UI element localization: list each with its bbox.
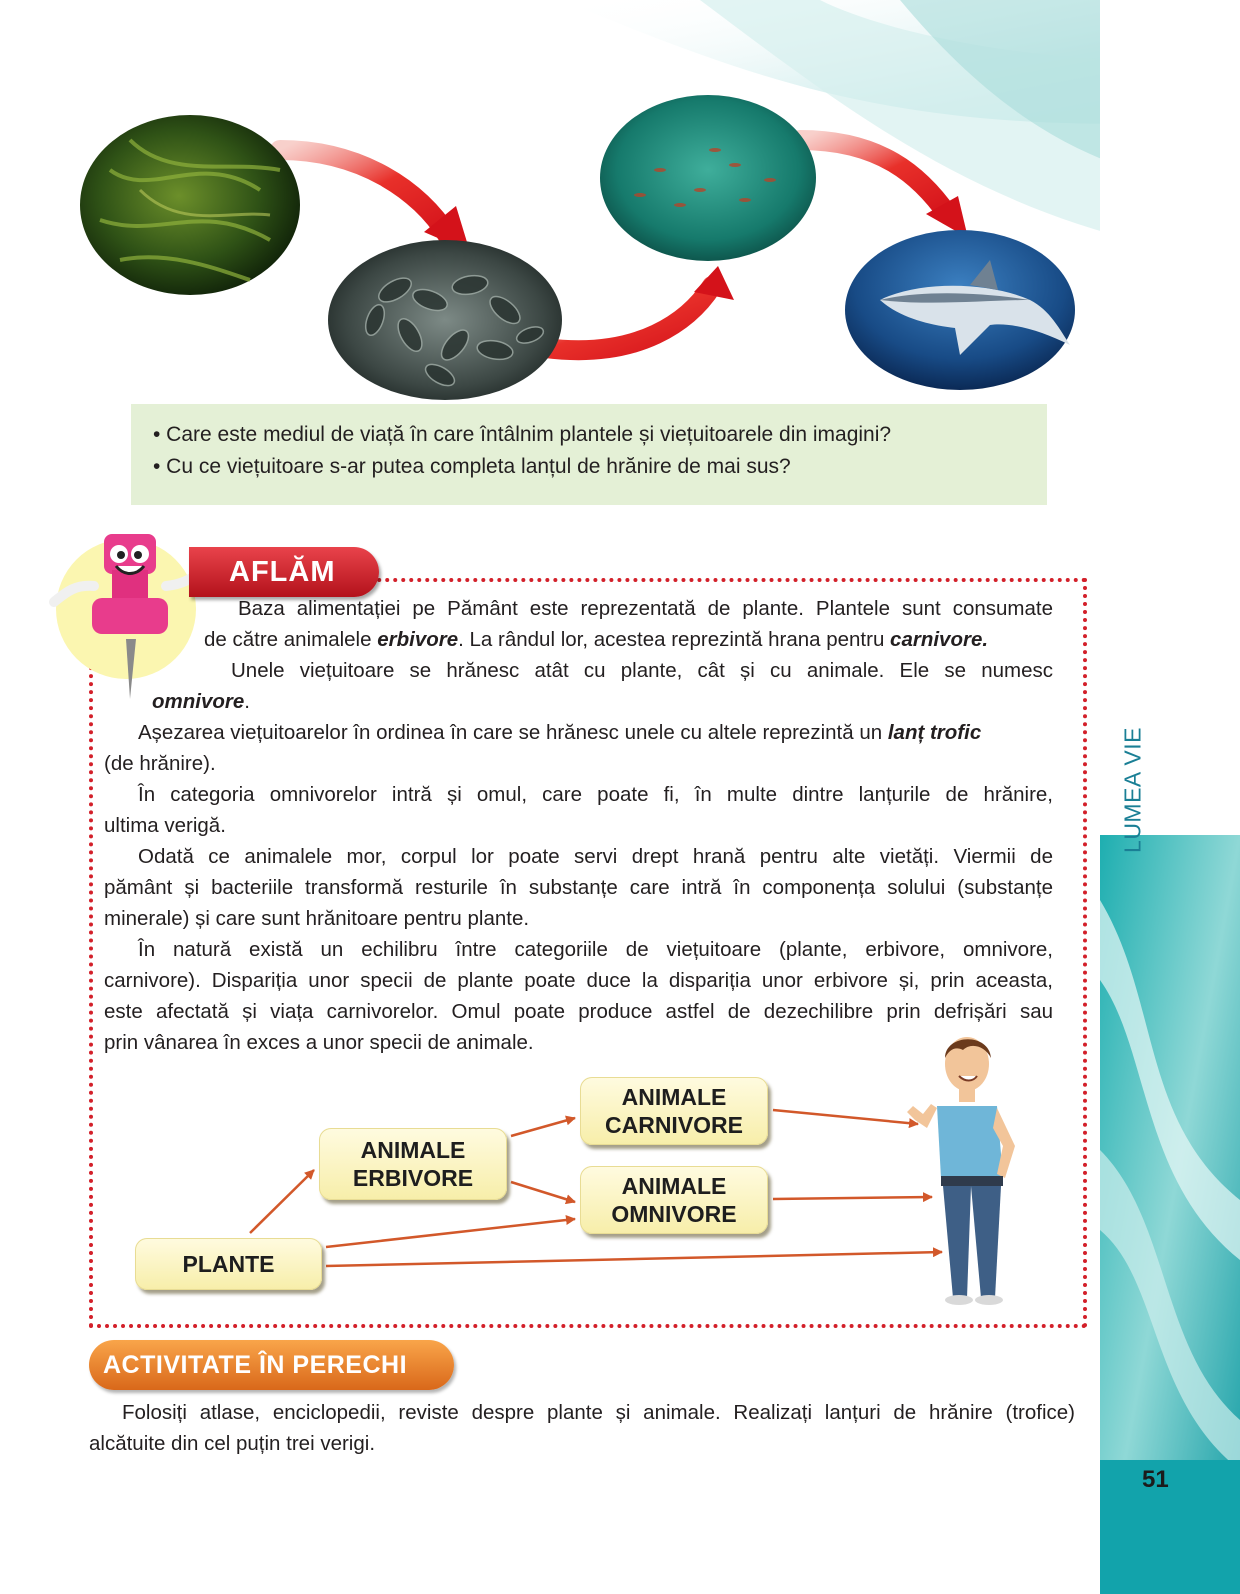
arrow-erbivore-carnivore — [511, 1118, 575, 1136]
activity-text-line: Folosiți atlase, enciclopedii, reviste despre plante și animale. Realizați lanțuri de hrănire (trofice) — [122, 1401, 1075, 1424]
paragraph-line: de către animalele erbivore. La rândul lor, acestea reprezintă hrana pentru carnivore. — [204, 628, 989, 651]
paragraph-line: Odată ce animalele mor, corpul lor poate servi drept hrană pentru alte vietăți. Viermii de — [138, 845, 1053, 868]
page-number: 51 — [1142, 1466, 1169, 1493]
paragraph-line: ultima verigă. — [104, 814, 226, 837]
man-illustration — [905, 1028, 1035, 1308]
paragraph-line: Unele viețuitoare se hrănesc atât cu plante, cât și cu animale. Ele se numesc — [231, 659, 1053, 682]
arrow-carnivore-om — [773, 1110, 918, 1124]
paragraph-line: Așezarea viețuitoarelor în ordinea în care se hrănesc unele cu altele reprezintă un lanț trofic — [138, 721, 982, 744]
paragraph-line: pământ și bacteriile transformă resturile în substanțe care intră în componența solului (substanțe — [104, 876, 1053, 899]
activity-text-line: alcătuite din cel puțin trei verigi. — [89, 1432, 376, 1455]
mussels-photo — [328, 240, 562, 400]
chain-arrow-1 — [280, 150, 470, 252]
food-chain-illustration — [0, 0, 1240, 420]
node-omnivore: ANIMALE OMNIVORE — [580, 1166, 768, 1234]
activity-section-title: ACTIVITATE ÎN PERECHI — [89, 1340, 454, 1390]
chain-arrow-3 — [800, 140, 968, 238]
shark-photo — [845, 230, 1075, 390]
paragraph-line: omnivore. — [152, 690, 250, 713]
node-carnivore: ANIMALE CARNIVORE — [580, 1077, 768, 1145]
question-item: • Cu ce viețuitoare s-ar putea completa lanțul de hrănire de mai sus? — [153, 455, 791, 478]
paragraph-line: În categoria omnivorelor intră și omul, care poate fi, în multe dintre lanțurile de hrănire, — [138, 783, 1053, 806]
paragraph-line: minerale) și care sunt hrănitoare pentru plante. — [104, 907, 530, 930]
algae-photo — [80, 115, 300, 295]
arrow-erbivore-omnivore — [511, 1182, 575, 1202]
question-item: • Care este mediul de viață în care întâlnim plantele și viețuitoarele din imagini? — [153, 423, 892, 446]
sidebar-section-label: LUMEA VIE — [1119, 727, 1146, 853]
arrow-plante-om — [326, 1252, 942, 1266]
discussion-questions — [131, 404, 1047, 505]
paragraph-line: este afectată și viața carnivorelor. Omul poate produce astfel de dezechilibre prin defrișări sau — [104, 1000, 1053, 1023]
pushpin-mascot-icon — [44, 514, 244, 714]
paragraph-line: prin vânarea în exces a unor specii de animale. — [104, 1031, 534, 1054]
arrow-plante-erbivore — [250, 1170, 314, 1233]
paragraph-line: (de hrănire). — [104, 752, 216, 775]
learn-section-title: AFLĂM — [189, 547, 379, 597]
paragraph-line: În natură există un echilibru între categoriile de viețuitoare (plante, erbivore, omnivore, — [138, 938, 1053, 961]
arrow-plante-omnivore — [326, 1219, 575, 1247]
node-plante: PLANTE — [135, 1238, 322, 1290]
paragraph-line: carnivore). Dispariția unor specii de plante poate duce la dispariția unor erbivore și, prin aceasta, — [104, 969, 1053, 992]
node-erbivore: ANIMALE ERBIVORE — [319, 1128, 507, 1200]
paragraph-line: Baza alimentației pe Pământ este reprezentată de plante. Plantele sunt consumate — [238, 597, 1053, 620]
chain-arrow-2 — [545, 266, 734, 350]
small-fish-photo — [600, 95, 816, 261]
